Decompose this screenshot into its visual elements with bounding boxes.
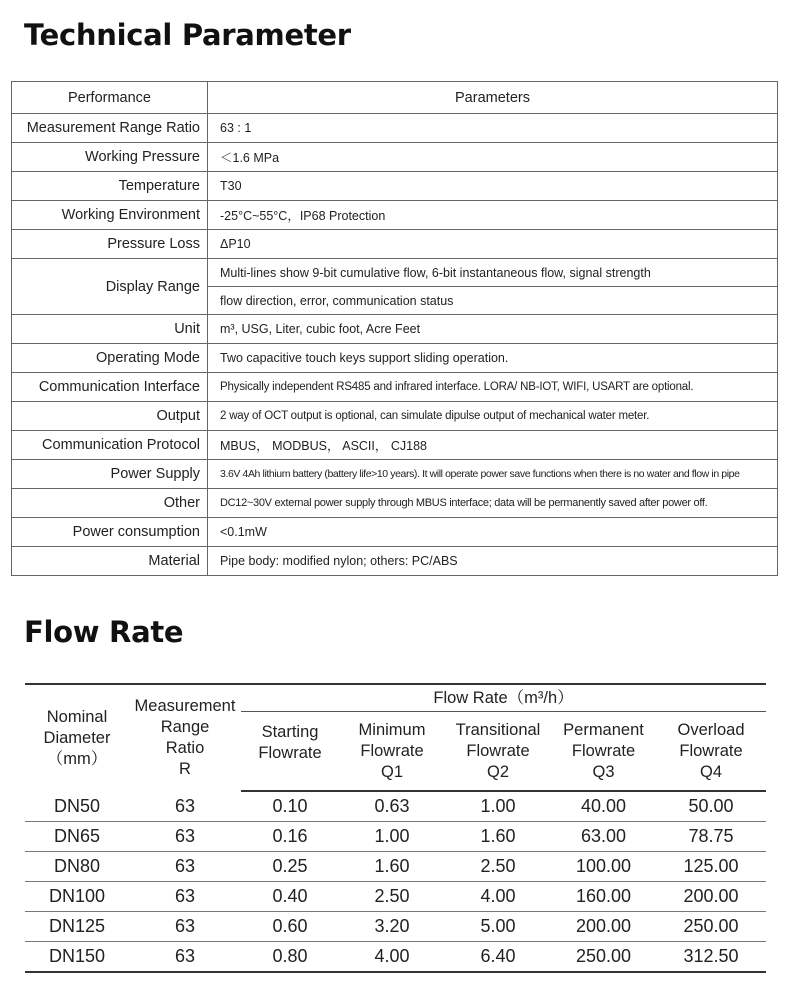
permanent-flowrate-q3-cell: 160.00 <box>551 882 656 912</box>
overload-flowrate-q4-cell: 78.75 <box>656 822 766 852</box>
transitional-flowrate-q2-cell: 4.00 <box>445 882 551 912</box>
param-label: Measurement Range Ratio <box>12 114 208 143</box>
overload-flowrate-q4-cell: 200.00 <box>656 882 766 912</box>
flow-row <box>25 912 766 942</box>
overload-flowrate-q4-cell: 125.00 <box>656 852 766 882</box>
param-label: Working Environment <box>12 201 208 230</box>
flow-row <box>25 852 766 882</box>
param-value: Two capacitive touch keys support sliding operation. <box>208 344 778 373</box>
starting-flowrate-cell: 0.60 <box>241 912 339 942</box>
range-ratio-cell: 63 <box>129 912 241 942</box>
overload-flowrate-q4-cell: 312.50 <box>683 946 739 966</box>
tech-row <box>12 402 778 431</box>
flow-row <box>25 942 766 973</box>
param-value: Multi-lines show 9-bit cumulative flow, 6-bit instantaneous flow, signal strength <box>208 259 778 287</box>
param-value: ΔP10 <box>208 230 778 259</box>
technical-parameter-title: Technical Parameter <box>24 18 351 52</box>
permanent-flowrate-q3-cell: 200.00 <box>551 912 656 942</box>
param-label: Communication Interface <box>12 373 208 402</box>
flow-row <box>25 791 766 822</box>
minimum-flowrate-q1-cell: 1.00 <box>339 822 445 852</box>
overload-flowrate-header: Overload Flowrate Q4 <box>656 712 766 792</box>
param-label: Material <box>12 547 208 576</box>
param-value: flow direction, error, communication status <box>208 287 778 315</box>
minimum-flowrate-q1-cell: 1.60 <box>339 852 445 882</box>
permanent-flowrate-q3-cell: 100.00 <box>551 852 656 882</box>
param-value: <0.1mW <box>208 518 778 547</box>
starting-flowrate-header: Starting Flowrate <box>241 712 339 792</box>
param-label: Unit <box>12 315 208 344</box>
param-value: -25°C~55°C，IP68 Protection <box>208 201 778 230</box>
param-label: Communication Protocol <box>12 431 208 460</box>
param-label: Display Range <box>12 259 208 315</box>
tech-row <box>12 547 778 576</box>
param-value: MBUS， MODBUS， ASCII， CJ188 <box>208 431 778 460</box>
flow-rate-table <box>25 683 766 973</box>
param-label: Power consumption <box>12 518 208 547</box>
range-ratio-cell: 63 <box>129 882 241 912</box>
tech-row <box>12 460 778 489</box>
param-value: Pipe body: modified nylon; others: PC/ABS <box>208 547 778 576</box>
nominal-diameter-cell: DN150 <box>48 946 106 966</box>
range-ratio-cell: 63 <box>174 946 196 966</box>
param-label: Output <box>12 402 208 431</box>
minimum-flowrate-q1-cell: 4.00 <box>374 946 410 966</box>
tech-row <box>12 373 778 402</box>
minimum-flowrate-q1-cell: 2.50 <box>339 882 445 912</box>
starting-flowrate-cell: 0.80 <box>272 946 308 966</box>
starting-flowrate-cell: 0.25 <box>241 852 339 882</box>
tech-row <box>12 172 778 201</box>
starting-flowrate-cell: 0.10 <box>241 791 339 822</box>
tech-row <box>12 431 778 460</box>
nominal-diameter-cell: DN50 <box>25 791 129 822</box>
tech-row <box>12 259 778 287</box>
range-ratio-header: Measurement Range Ratio R <box>134 697 236 778</box>
tech-row <box>12 114 778 143</box>
flow-header-row <box>25 684 766 712</box>
param-value: T30 <box>208 172 778 201</box>
param-value: m³, USG, Liter, cubic foot, Acre Feet <box>208 315 778 344</box>
tech-row <box>12 315 778 344</box>
tech-row <box>12 518 778 547</box>
tech-row <box>12 230 778 259</box>
parameters-header: Parameters <box>208 82 778 114</box>
range-ratio-cell: 63 <box>129 822 241 852</box>
transitional-flowrate-q2-cell: 2.50 <box>445 852 551 882</box>
flow-rate-title: Flow Rate <box>24 615 184 649</box>
param-value: DC12~30V external power supply through MBUS interface; data will be permanently saved after power off. <box>208 489 778 518</box>
range-ratio-cell: 63 <box>129 852 241 882</box>
transitional-flowrate-q2-cell: 1.00 <box>445 791 551 822</box>
minimum-flowrate-header: Minimum Flowrate Q1 <box>339 712 445 792</box>
nominal-diameter-cell: DN65 <box>25 822 129 852</box>
flow-rate-group-header: Flow Rate（m³/h） <box>241 684 766 712</box>
nominal-diameter-cell: DN125 <box>25 912 129 942</box>
permanent-flowrate-q3-cell: 63.00 <box>551 822 656 852</box>
tech-row <box>12 489 778 518</box>
param-value: ＜1.6 MPa <box>208 143 778 172</box>
technical-parameter-table <box>11 81 778 576</box>
nominal-diameter-header: Nominal Diameter （mm） <box>43 707 111 768</box>
tech-row <box>12 344 778 373</box>
range-ratio-cell: 63 <box>129 791 241 822</box>
flow-row <box>25 822 766 852</box>
permanent-flowrate-q3-cell: 40.00 <box>551 791 656 822</box>
transitional-flowrate-header: Transitional Flowrate Q2 <box>445 712 551 792</box>
permanent-flowrate-header: Permanent Flowrate Q3 <box>551 712 656 792</box>
nominal-diameter-cell: DN80 <box>25 852 129 882</box>
minimum-flowrate-q1-cell: 0.63 <box>339 791 445 822</box>
transitional-flowrate-q2-cell: 5.00 <box>445 912 551 942</box>
transitional-flowrate-q2-cell: 6.40 <box>480 946 516 966</box>
param-label: Pressure Loss <box>12 230 208 259</box>
param-label: Temperature <box>12 172 208 201</box>
param-label: Power Supply <box>12 460 208 489</box>
param-value: Physically independent RS485 and infrared interface. LORA/ NB-IOT, WIFI, USART are optional. <box>208 373 778 402</box>
param-value: 2 way of OCT output is optional, can simulate dipulse output of mechanical water meter. <box>208 402 778 431</box>
param-label: Operating Mode <box>12 344 208 373</box>
param-value: 63 : 1 <box>208 114 778 143</box>
starting-flowrate-cell: 0.16 <box>241 822 339 852</box>
flow-rate-body <box>25 791 766 972</box>
tech-header-row <box>12 82 778 114</box>
flow-row <box>25 882 766 912</box>
param-value: 3.6V 4Ah lithium battery (battery life>10 years). It will operate power save functions when there is no water and flow in pipe <box>208 460 778 489</box>
param-label: Other <box>12 489 208 518</box>
overload-flowrate-q4-cell: 250.00 <box>656 912 766 942</box>
starting-flowrate-cell: 0.40 <box>241 882 339 912</box>
param-label: Working Pressure <box>12 143 208 172</box>
permanent-flowrate-q3-cell: 250.00 <box>575 946 632 966</box>
transitional-flowrate-q2-cell: 1.60 <box>445 822 551 852</box>
minimum-flowrate-q1-cell: 3.20 <box>339 912 445 942</box>
overload-flowrate-q4-cell: 50.00 <box>656 791 766 822</box>
tech-row <box>12 201 778 230</box>
tech-row <box>12 143 778 172</box>
nominal-diameter-cell: DN100 <box>25 882 129 912</box>
performance-header: Performance <box>12 82 208 114</box>
